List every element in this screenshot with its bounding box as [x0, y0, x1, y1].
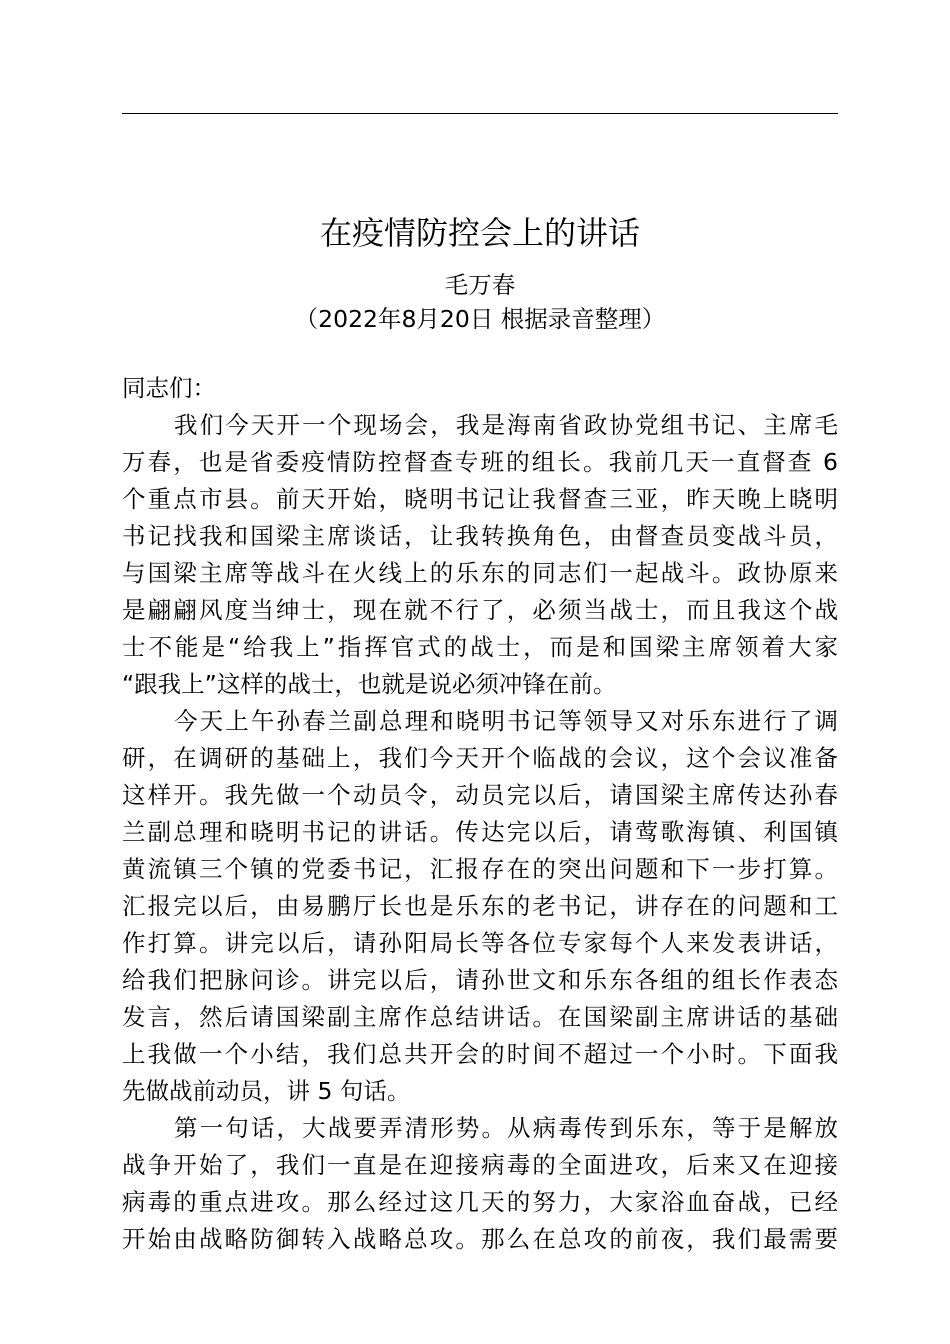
text-line: 先做战前动员，讲 5 句话。: [122, 1077, 411, 1105]
text-line: 与国梁主席等战斗在火线上的乐东的同志们一起战斗。政协原来: [122, 559, 838, 587]
text-line: 书记找我和国梁主席谈话，让我转换角色，由督查员变战斗员，: [122, 522, 838, 550]
salutation: 同志们：: [122, 374, 216, 402]
text-line: 汇报完以后，由易鹏厅长也是乐东的老书记，讲存在的问题和工: [122, 892, 838, 920]
text-line: 战争开始了，我们一直是在迎接病毒的全面进攻，后来又在迎接: [122, 1151, 838, 1179]
text-line: 兰副总理和晓明书记的讲话。传达完以后，请莺歌海镇、利国镇: [122, 818, 838, 846]
text-line: 个重点市县。前天开始，晓明书记让我督查三亚，昨天晚上晓明: [122, 485, 838, 513]
date-note: （2022年8月20日 根据录音整理）: [294, 305, 666, 333]
header-rule: [122, 113, 838, 114]
author-name: 毛万春: [444, 271, 516, 299]
text-line: 第一句话，大战要弄清形势。从病毒传到乐东，等于是解放: [174, 1114, 838, 1142]
speech-body: [122, 370, 838, 1258]
text-line: 开始由战略防御转入战略总攻。那么在总攻的前夜，我们最需要: [122, 1225, 838, 1253]
page-title: 在疫情防控会上的讲话: [319, 214, 640, 252]
text-line: 是翩翩风度当绅士，现在就不行了，必须当战士，而且我这个战: [122, 596, 838, 624]
text-line: 病毒的重点进攻。那么经过这几天的努力，大家浴血奋战，已经: [122, 1188, 838, 1216]
text-line: 研，在调研的基础上，我们今天开个临战的会议，这个会议准备: [122, 744, 838, 772]
text-line: 士不能是“给我上”指挥官式的战士，而是和国梁主席领着大家: [122, 633, 838, 661]
text-line: “跟我上”这样的战士，也就是说必须冲锋在前。: [122, 670, 617, 698]
text-line: 今天上午孙春兰副总理和晓明书记等领导又对乐东进行了调: [174, 707, 838, 735]
text-line: 这样开。我先做一个动员令，动员完以后，请国梁主席传达孙春: [122, 781, 838, 809]
text-line: 给我们把脉问诊。讲完以后，请孙世文和乐东各组的组长作表态: [122, 966, 838, 994]
text-line: 我们今天开一个现场会，我是海南省政协党组书记、主席毛: [174, 411, 838, 439]
text-line: 黄流镇三个镇的党委书记，汇报存在的突出问题和下一步打算。: [122, 855, 838, 883]
text-line: 作打算。讲完以后，请孙阳局长等各位专家每个人来发表讲话，: [122, 929, 838, 957]
text-line: 上我做一个小结，我们总共开会的时间不超过一个小时。下面我: [122, 1040, 838, 1068]
text-line: 万春，也是省委疫情防控督查专班的组长。我前几天一直督查 6: [122, 448, 838, 476]
text-line: 发言，然后请国梁副主席作总结讲话。在国梁副主席讲话的基础: [122, 1003, 838, 1031]
